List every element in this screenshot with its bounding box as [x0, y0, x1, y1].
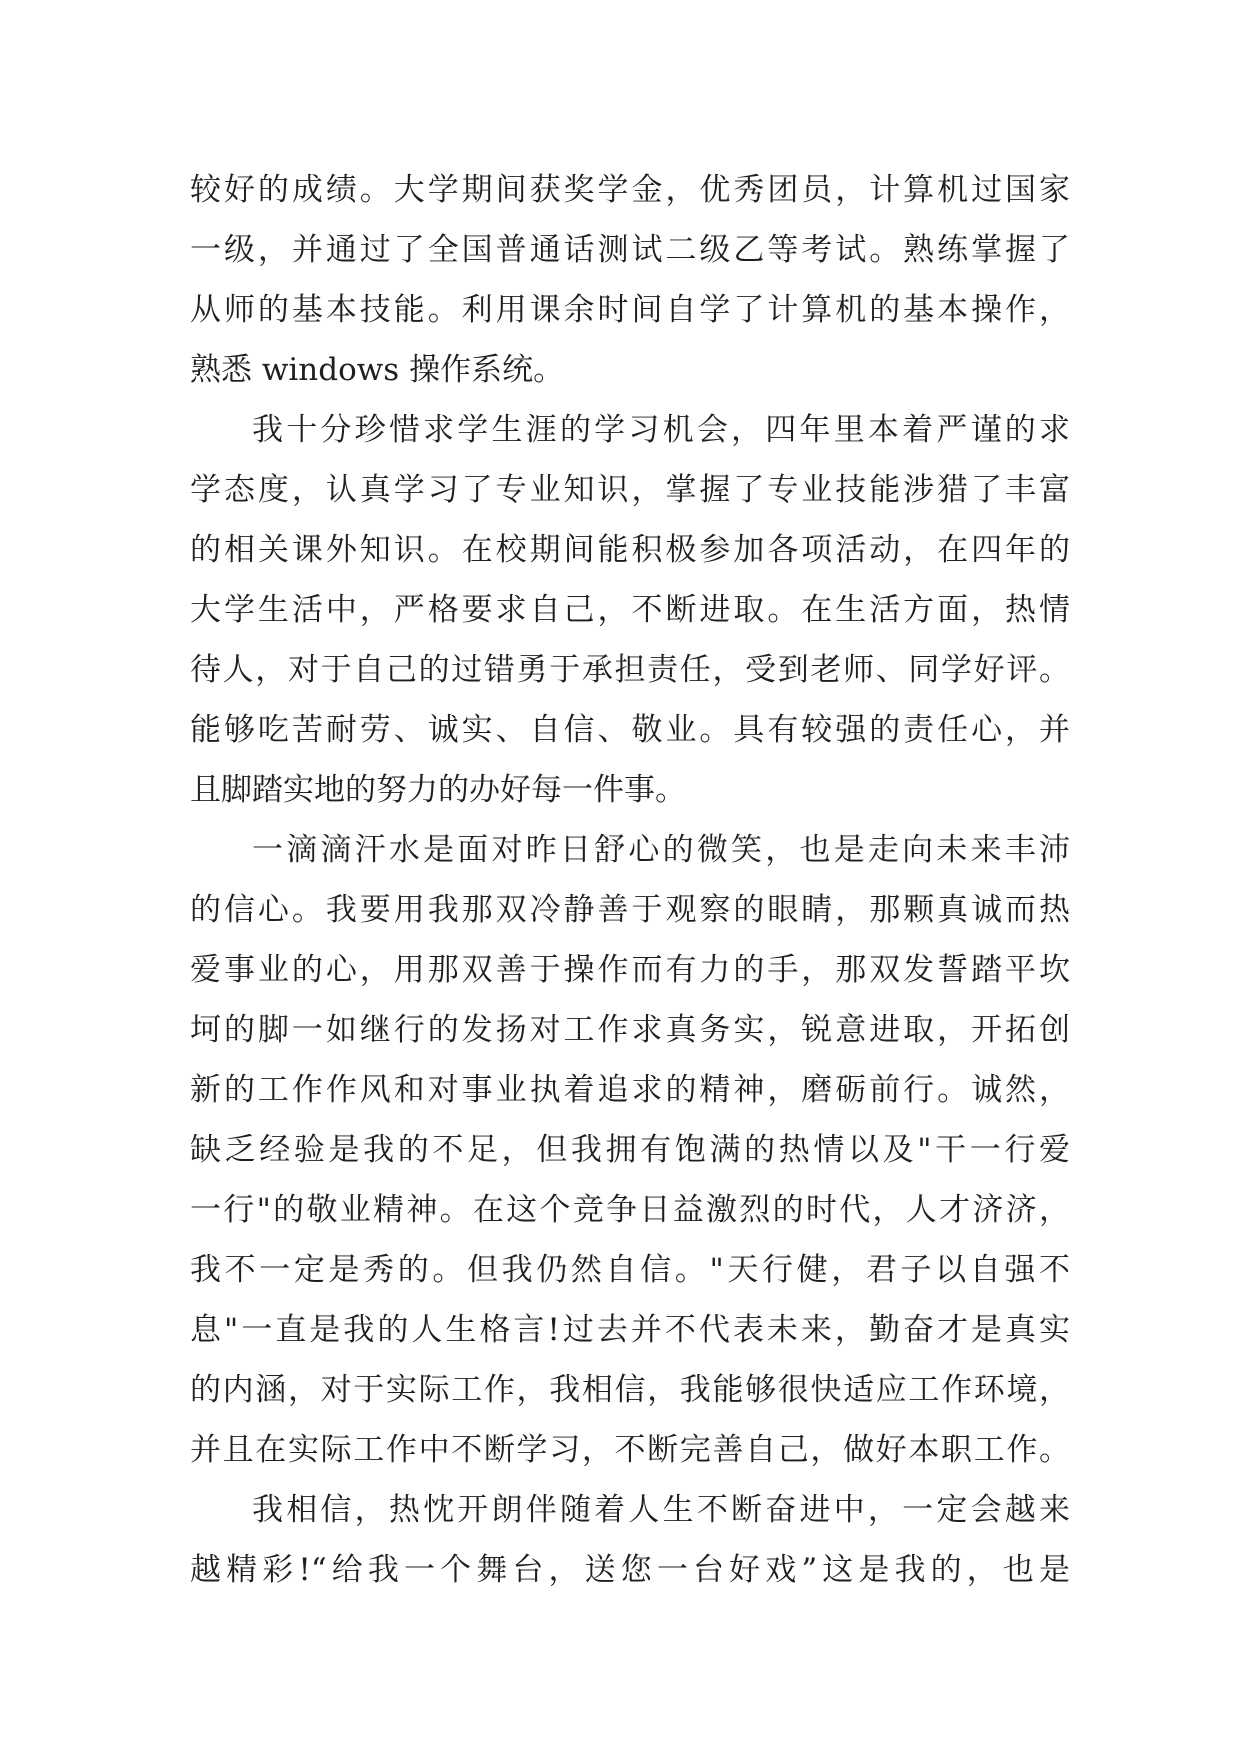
text-line: 并且在实际工作中不断学习，不断完善自己，做好本职工作。: [190, 1432, 1070, 1468]
text-line: 学态度，认真学习了专业知识，掌握了专业技能涉猎了丰富: [190, 472, 1070, 508]
paragraph-2: [190, 400, 1070, 820]
document-body: [190, 160, 1070, 1600]
text-line: 息"一直是我的人生格言!过去并不代表未来，勤奋才是真实: [190, 1312, 1070, 1348]
text-line: 一行"的敬业精神。在这个竞争日益激烈的时代，人才济济，: [190, 1192, 1070, 1228]
text-line: 的相关课外知识。在校期间能积极参加各项活动，在四年的: [190, 532, 1070, 568]
text-line: 我十分珍惜求学生涯的学习机会，四年里本着严谨的求: [252, 412, 1070, 448]
paragraph-3: [190, 820, 1070, 1480]
text-line: 从师的基本技能。利用课余时间自学了计算机的基本操作，: [190, 292, 1070, 328]
text-line: 待人，对于自己的过错勇于承担责任，受到老师、同学好评。: [190, 652, 1070, 688]
text-line: 爱事业的心，用那双善于操作而有力的手，那双发誓踏平坎: [190, 952, 1070, 988]
text-line: 我不一定是秀的。但我仍然自信。"天行健，君子以自强不: [190, 1252, 1070, 1288]
text-line: 能够吃苦耐劳、诚实、自信、敬业。具有较强的责任心，并: [190, 712, 1070, 748]
paragraph-1: [190, 160, 1070, 400]
text-line: 一滴滴汗水是面对昨日舒心的微笑，也是走向未来丰沛: [252, 832, 1070, 868]
text-line: 新的工作作风和对事业执着追求的精神，磨砺前行。诚然，: [190, 1072, 1070, 1108]
text-line: 的信心。我要用我那双冷静善于观察的眼睛，那颗真诚而热: [190, 892, 1070, 928]
text-line: 缺乏经验是我的不足，但我拥有饱满的热情以及"干一行爱: [190, 1132, 1070, 1168]
text-line: 坷的脚一如继行的发扬对工作求真务实，锐意进取，开拓创: [190, 1012, 1070, 1048]
text-line: 且脚踏实地的努力的办好每一件事。: [190, 772, 686, 808]
paragraph-4: [190, 1480, 1070, 1600]
text-line: 熟悉 windows 操作系统。: [190, 352, 565, 388]
text-line: 的内涵，对于实际工作，我相信，我能够很快适应工作环境，: [190, 1372, 1070, 1408]
text-line: 我相信，热忱开朗伴随着人生不断奋进中，一定会越来: [252, 1492, 1070, 1528]
text-line: 较好的成绩。大学期间获奖学金，优秀团员，计算机过国家: [190, 172, 1070, 208]
text-line: 大学生活中，严格要求自己，不断进取。在生活方面，热情: [190, 592, 1070, 628]
text-line: 越精彩!“给我一个舞台，送您一台好戏”这是我的，也是: [190, 1552, 1070, 1588]
text-line: 一级，并通过了全国普通话测试二级乙等考试。熟练掌握了: [190, 232, 1070, 268]
